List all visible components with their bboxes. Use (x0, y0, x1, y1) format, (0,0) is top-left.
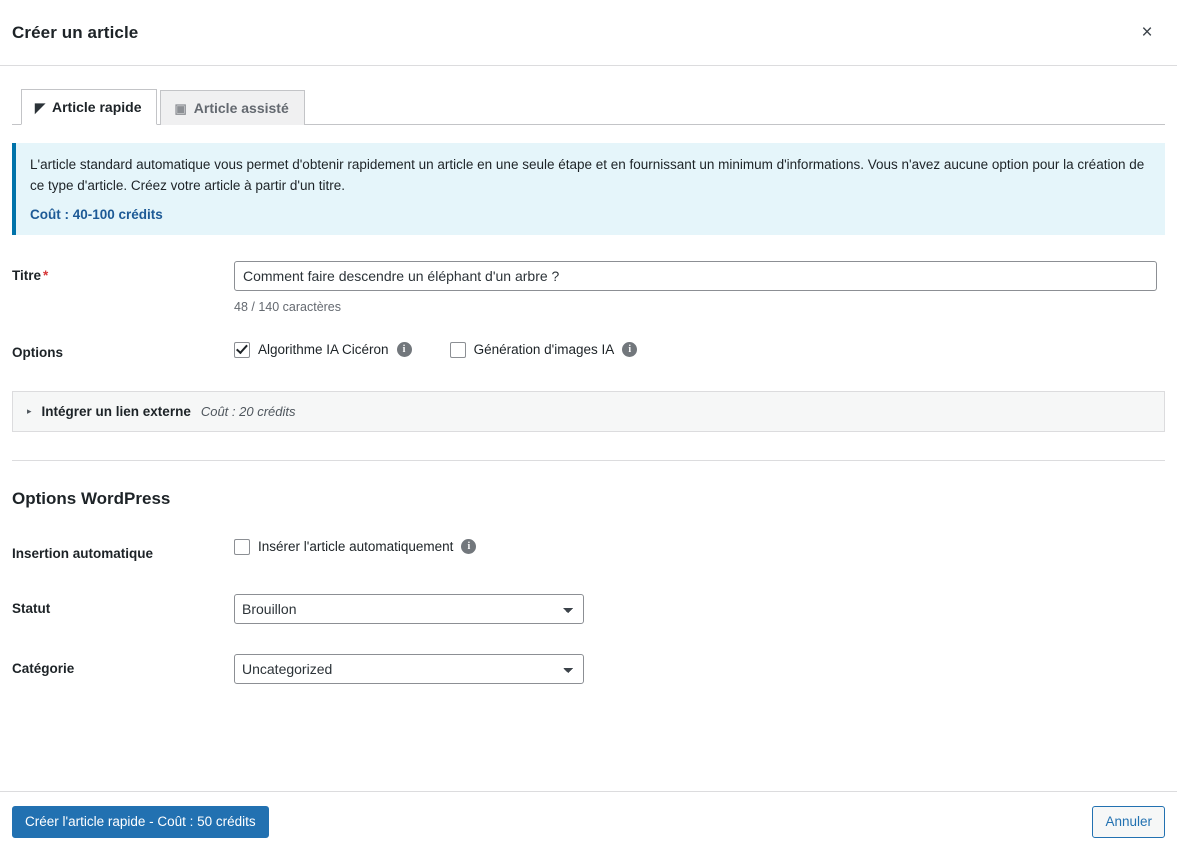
title-field-wrap (234, 261, 1165, 314)
status-field-wrap (234, 594, 1165, 624)
auto-insert-label: Insertion automatique (12, 545, 154, 561)
title-row (12, 261, 1165, 314)
auto-insert-checkbox-label: Insérer l'article automatiquement (258, 539, 454, 555)
category-label: Catégorie (12, 660, 75, 676)
checkbox-auto-insert[interactable] (234, 539, 250, 555)
auto-insert-row (12, 539, 1165, 564)
title-label (12, 261, 234, 286)
chevron-right-icon: ▸ (27, 405, 32, 416)
options-field-wrap (234, 338, 1165, 358)
external-link-accordion[interactable] (12, 391, 1165, 432)
option-ciceron-label: Algorithme IA Cicéron (258, 342, 389, 358)
layout-grid-icon: ▣ (174, 100, 187, 116)
category-select[interactable] (234, 654, 584, 684)
wordpress-section-title: Options WordPress (12, 488, 171, 508)
status-label: Statut (12, 600, 51, 616)
status-select[interactable] (234, 594, 584, 624)
tab-article-rapide-label: Article rapide (52, 99, 142, 115)
accordion-label: Intégrer un lien externe (41, 403, 191, 419)
tab-bar (12, 88, 1165, 125)
tab-article-assiste[interactable] (160, 90, 304, 125)
title-input[interactable] (234, 261, 1157, 291)
section-divider (12, 460, 1165, 461)
checkbox-ciceron[interactable] (234, 342, 250, 358)
modal-body (0, 66, 1177, 791)
options-label: Options (12, 344, 63, 360)
option-images-ia-label: Génération d'images IA (473, 342, 615, 358)
info-icon-auto-insert[interactable]: i (461, 539, 476, 554)
options-row (12, 338, 1165, 363)
char-counter: 48 / 140 caractères (234, 299, 342, 314)
cancel-button[interactable]: Annuler (1092, 806, 1165, 838)
accordion-cost: Coût : 20 crédits (200, 403, 296, 419)
pen-square-icon: ◤ (35, 99, 45, 115)
auto-insert-checkbox-item[interactable] (234, 539, 1165, 555)
notice-cost: Coût : 40-100 crédits (30, 206, 163, 222)
title-label-text: Titre (12, 267, 42, 283)
category-field-wrap (234, 654, 1165, 684)
modal-header (0, 0, 1177, 66)
option-images-ia[interactable] (450, 342, 638, 358)
notice-text: L'article standard automatique vous permet d'obtenir rapidement un article en une seule étape et en fournissant un minimum d'informations. Vous n'avez aucune option pour la création de ce type d'article. Créez votre article à partir d'un titre. (30, 157, 1145, 193)
required-marker: * (43, 267, 49, 283)
close-icon[interactable]: × (1129, 15, 1165, 51)
option-ciceron[interactable] (234, 342, 412, 358)
category-row (12, 654, 1165, 684)
auto-insert-field-wrap (234, 539, 1165, 555)
info-icon-ciceron[interactable]: i (397, 342, 412, 357)
info-notice (12, 143, 1165, 235)
options-checkbox-group (234, 338, 1165, 358)
checkbox-images-ia[interactable] (450, 342, 466, 358)
info-icon-images-ia[interactable]: i (622, 342, 637, 357)
modal-footer (0, 791, 1177, 851)
tab-article-assiste-label: Article assisté (193, 100, 289, 116)
tab-article-rapide[interactable] (21, 89, 157, 125)
create-article-button[interactable]: Créer l'article rapide - Coût : 50 crédits (12, 806, 269, 838)
page-title: Créer un article (12, 22, 139, 42)
status-row (12, 594, 1165, 624)
